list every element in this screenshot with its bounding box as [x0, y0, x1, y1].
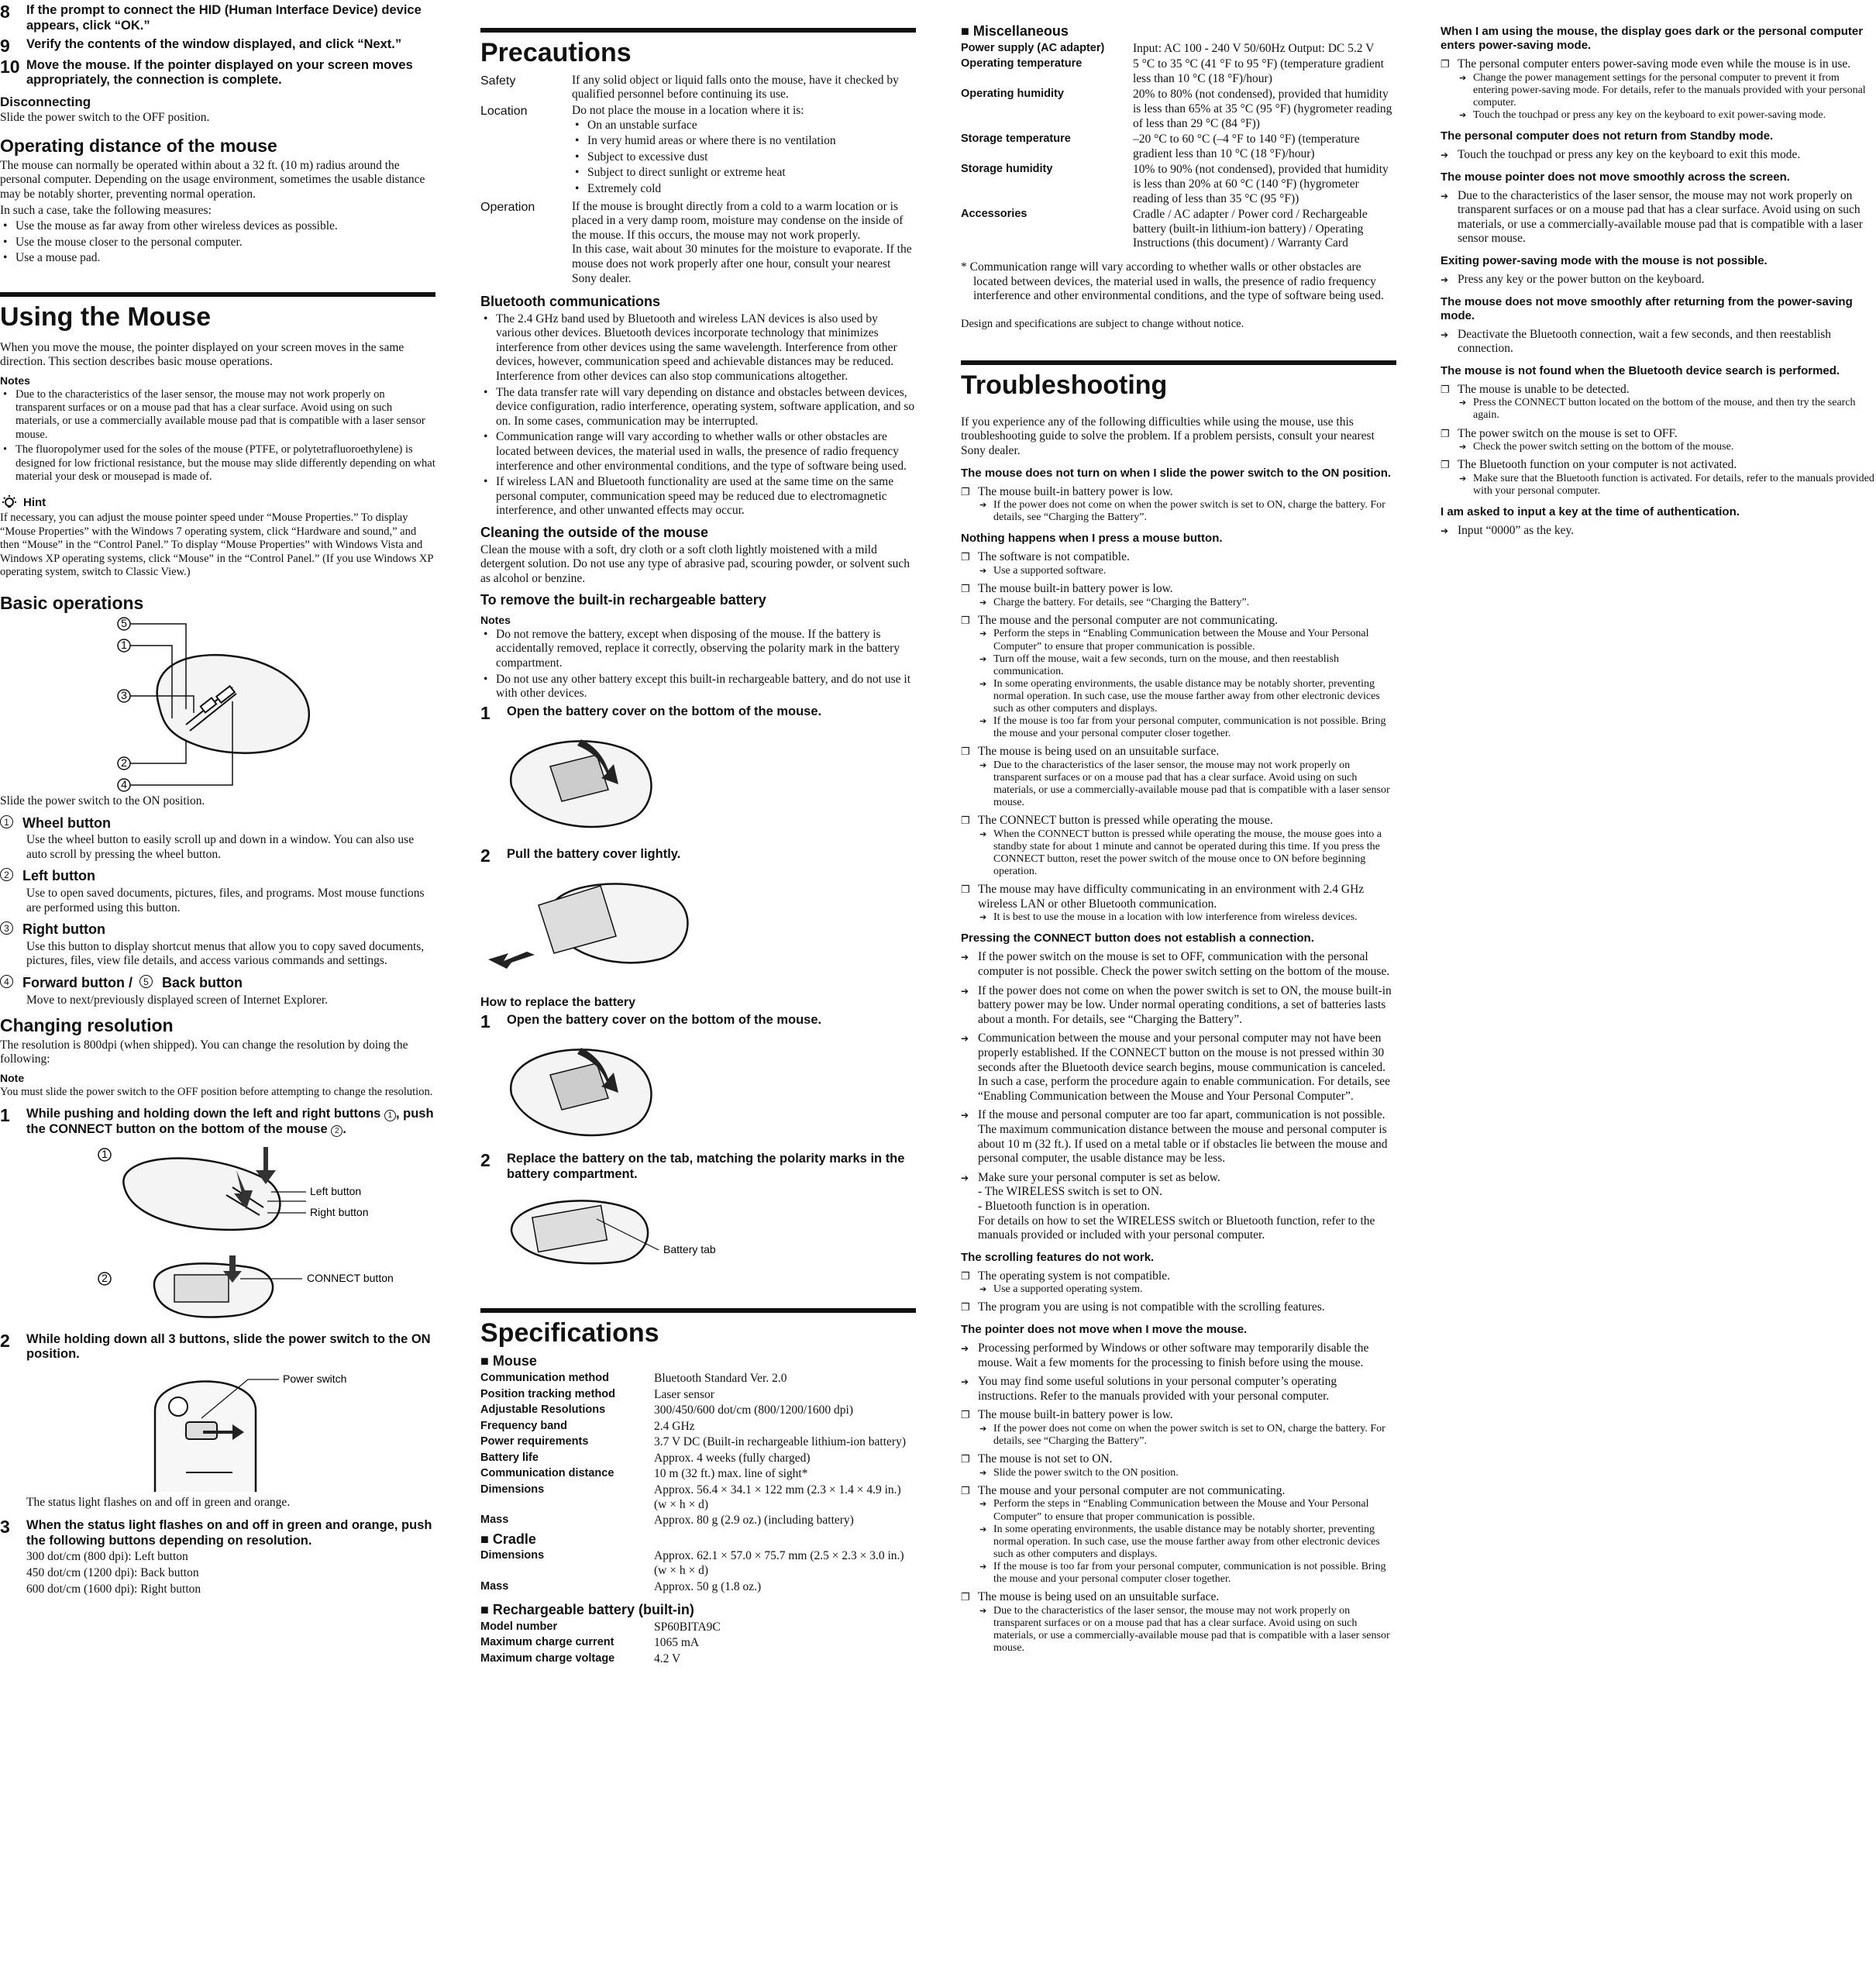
troubleshooting-intro: If you experience any of the following difficulties while using the mouse, use this troubleshooting guide to solve the problem. If a problem persists, consult your nearest Sony dealer. [961, 415, 1375, 458]
column-2 [480, 0, 916, 1669]
cradle-spec-table [480, 1549, 916, 1596]
ts-solution: ➔ Touch the touchpad or press any key on the keyboard to exit power-saving mode. [1441, 109, 1876, 122]
ts-cause: ❐ The mouse is unable to be detected. [1441, 383, 1876, 398]
cleaning-text: Clean the mouse with a soft, dry cloth or a soft cloth lightly moistened with a mild detergent solution. Do not use any type of abrasive pad, scouring powder, or solvent such as alcohol or benzine. [480, 542, 910, 585]
ts-solution: ➔ Processing performed by Windows or other software may temporarily disable the mouse. Wait a few moments for the processing to finish before using the mouse. [961, 1341, 1396, 1370]
resolution-figure [0, 1139, 435, 1329]
ts-solution: ➔ Use a supported operating system. [961, 1283, 1396, 1296]
ts-solution: ➔ Deactivate the Bluetooth connection, wait a few seconds, and then reestablish connection. [1441, 328, 1876, 356]
callout-3-label: 3 [121, 688, 127, 701]
ts-solution: ➔ Communication between the mouse and your personal computer may not have been properly established. If the CONNECT button on the mouse is not pressed within 30 seconds after the Bluetooth device search begins, mouse communication is canceled. In such a case, perform the procedure again to enable communication. For details, see “Enabling Communication between the Mouse and Your Personal Computer”. [961, 1031, 1396, 1104]
ts-question: When I am using the mouse, the display goes dark or the personal computer enters power-saving mode. [1441, 25, 1864, 52]
table-row: Battery life Approx. 4 weeks (fully charged) [480, 1451, 811, 1465]
ts-question: The mouse is not found when the Bluetooth device search is performed. [1441, 363, 1840, 377]
open-cover-figure [480, 724, 916, 844]
ts-question: Pressing the CONNECT button does not establish a connection. [961, 932, 1314, 945]
op-distance-list [0, 219, 435, 266]
step-10: 10 Move the mouse. If the pointer displayed on your screen moves appropriately, the connection is complete. [0, 56, 413, 88]
ts-solution: ➔ If the power does not come on when the power switch is set to ON, charge the battery. For details, see “Charging the Battery”. [961, 499, 1396, 524]
ts-question: The mouse does not move smoothly after returning from the power-saving mode. [1441, 294, 1853, 322]
table-row: Maximum charge current 1065 mA [480, 1636, 700, 1650]
lightbulb-icon [0, 494, 19, 511]
ts-cause: ❐ The power switch on the mouse is set to OFF. [1441, 427, 1876, 442]
pull-cover-figure [480, 866, 916, 983]
ts-solution: ➔ Make sure that the Bluetooth function is activated. For details, refer to the manuals provided with your personal computer. [1441, 473, 1876, 498]
mouse-spec-heading: ■ Mouse [480, 1353, 916, 1370]
ts-solution: ➔ Due to the characteristics of the laser sensor, the mouse may not work properly on transparent surfaces or on a mouse pad that has a clear surface. Avoid using on such materials, or use a commercially-available mouse pad that is compatible with a laser sensor mouse. [1441, 189, 1876, 246]
table-row: Accessories Cradle / AC adapter / Power cord / Rechargeable battery (built-in lithium-ion battery) / Operating Instructions (this document) / Warranty Card [961, 208, 1368, 250]
hint-text: If necessary, you can adjust the mouse pointer speed under “Mouse Properties.” To display “Mouse Properties” with the Windows 7 operating system, click “Hardware and sound,” and then “Mouse” in the “Control Panel.” To display “Mouse Properties” with Windows Vista and Windows XP operating systems, click “Mouse” in the “Control Panel.” (If you use Windows XP operating system, switch to Classic View.) [0, 511, 433, 578]
disconnecting-heading: Disconnecting [0, 95, 91, 110]
ts-cause: ❐ The mouse and your personal computer are not communicating. [961, 1484, 1396, 1499]
list-item: • Communication range will vary according to whether walls or other obstacles are located between devices, the material used in walls, the presence of radio frequency interference and other environmental conditions, and the type of software being used. [480, 430, 916, 474]
list-item: • Subject to direct sunlight or extreme heat [572, 166, 916, 181]
right-button-heading: 3 Right button [0, 921, 435, 939]
callout-2-label: 2 [121, 756, 127, 769]
ts-question: Nothing happens when I press a mouse button. [961, 532, 1223, 546]
basic-operations-heading: Basic operations [0, 593, 144, 614]
ts-solution: ➔ If the power does not come on when the power switch is set to ON, charge the battery. For details, see “Charging the Battery”. [961, 1423, 1396, 1448]
mouse-spec-table [480, 1372, 916, 1530]
specifications-title: Specifications [480, 1317, 659, 1348]
left-button-heading: 2 Left button [0, 868, 435, 885]
ts-solution: ➔ Slide the power switch to the ON position. [961, 1467, 1396, 1479]
list-item: • Due to the characteristics of the laser sensor, the mouse may not work properly on transparent surfaces or on a mouse pad that has a clear surface. Avoid using on such materials, or use a commercially available mouse pad that is compatible with a laser sensor mouse. [0, 388, 435, 443]
table-row: Mass Approx. 80 g (2.9 oz.) (including battery) [480, 1514, 854, 1527]
precautions-title: Precautions [480, 38, 632, 67]
battery-spec-heading: ■ Rechargeable battery (built-in) [480, 1602, 916, 1619]
bluetooth-heading: Bluetooth communications [480, 294, 661, 310]
ts-question: Exiting power-saving mode with the mouse is not possible. [1441, 253, 1768, 267]
mouse-top-figure [0, 616, 435, 794]
ts-cause: ❐ The mouse may have difficulty communicating in an environment with 2.4 GHz wireless LAN or other Bluetooth communication. [961, 883, 1396, 911]
table-row: Maximum charge voltage 4.2 V [480, 1652, 681, 1666]
ts-cause: ❐ The mouse built-in battery power is low. [961, 1408, 1396, 1423]
replace-step-2: 2 Replace the battery on the tab, matching the polarity marks in the battery compartment. [480, 1149, 905, 1181]
power-switch-figure [0, 1364, 435, 1496]
op-distance-heading: Operating distance of the mouse [0, 136, 277, 157]
ts-solution: ➔ Turn off the mouse, wait a few seconds, turn on the mouse, and then reestablish communication. [961, 653, 1396, 678]
wheel-button-text: Use the wheel button to easily scroll up and down in a window. You can also use auto scroll by pressing the wheel button. [26, 833, 415, 861]
ts-solution: ➔ If the mouse and personal computer are too far apart, communication is not possible. The maximum communication distance between the mouse and personal computer is about 10 m (32 ft.). If used on a metal table or if obstacles lie between the mouse and personal computer, the usable distance may be less. [961, 1108, 1396, 1166]
replace-step-1: 1 Open the battery cover on the bottom of the mouse. [480, 1011, 822, 1031]
table-row: Power supply (AC adapter) Input: AC 100 - 240 V 50/60Hz Output: DC 5.2 V [961, 41, 1375, 55]
ts-solution: ➔ Make sure your personal computer is set as below. - The WIRELESS switch is set to ON. - Bluetooth function is in operation. For details on how to set the WIRELESS switch or Bluetooth function, refer to the manuals provided or included with your personal computer. [961, 1171, 1396, 1243]
ts-cause: ❐ The mouse is being used on an unsuitable surface. [961, 1590, 1396, 1605]
left-button-text: Use to open saved documents, pictures, files, and programs. Most mouse functions are performed using this button. [26, 886, 425, 914]
remove-notes-heading: Notes [480, 613, 511, 626]
ts-solution: ➔ In some operating environments, the usable distance may be notably shorter, preventing normal operation. In such case, use the mouse farther away from other electronic devices such as other computers and displays. [961, 1524, 1396, 1561]
table-row: Power requirements 3.7 V DC (Built-in rechargeable lithium-ion battery) [480, 1435, 907, 1449]
column-1 [0, 0, 435, 1598]
res-step-2: 2 While holding down all 3 buttons, slide the power switch to the ON position. [0, 1330, 431, 1362]
list-item: • Use a mouse pad. [0, 251, 435, 266]
table-row: Frequency band 2.4 GHz [480, 1419, 695, 1433]
list-item: • Do not remove the battery, except when disposing of the mouse. If the battery is accidentally removed, replace it correctly, observing the polarity mark in the battery compartment. [480, 628, 916, 671]
op-distance-text-2: In such a case, take the following measures: [0, 203, 212, 217]
ts-solution: ➔ If the power switch on the mouse is set to OFF, communication with the personal computer is not possible. Check the power switch setting on the bottom of the mouse. [961, 950, 1396, 979]
battery-tab-figure [480, 1184, 916, 1277]
list-item: • If wireless LAN and Bluetooth functionality are used at the same time on the same personal computer, communication speed may be reduced due to electromagnetic interference, and other unwanted effects may occur. [480, 475, 916, 518]
list-item: • Use the mouse as far away from other wireless devices as possible. [0, 219, 435, 234]
table-row: Location Do not place the mouse in a location where it is: • On an unstable surface • In very humid areas or where there is no ventilation • Subject to excessive dust • Subject to direct sunlight or extreme heat • Extremely cold [480, 104, 916, 200]
precautions-table [480, 74, 916, 288]
callout-4-label: 4 [121, 777, 127, 790]
ts-cause: ❐ The mouse built-in battery power is low. [961, 485, 1396, 500]
misc-spec-table [961, 42, 1396, 253]
forward-back-heading: 4 Forward button / 5 Back button [0, 975, 435, 992]
table-row: Mass Approx. 50 g (1.8 oz.) [480, 1579, 762, 1593]
list-item: • Extremely cold [572, 182, 916, 197]
list-item: • The 2.4 GHz band used by Bluetooth and wireless LAN devices is also used by various other devices. Bluetooth devices incorporate technology that minimizes interference from other devices using the same wavelength. Interference from other devices, however, communication speed and achievable distances may be reduced. Interference from other devices can also stop communications altogether. [480, 312, 916, 384]
resolution-heading: Changing resolution [0, 1015, 174, 1036]
using-mouse-text: When you move the mouse, the pointer displayed on your screen moves in the same direction. This section describes basic mouse operations. [0, 340, 404, 369]
remove-step-1: 1 Open the battery cover on the bottom of the mouse. [480, 702, 822, 723]
ts-solution: ➔ Use a supported software. [961, 565, 1396, 577]
table-row: Adjustable Resolutions 300/450/600 dot/cm (800/1200/1600 dpi) [480, 1403, 854, 1417]
location-list [572, 119, 916, 197]
ts-question: The mouse does not turn on when I slide the power switch to the ON position. [961, 466, 1392, 480]
table-row: Operating temperature 5 °C to 35 °C (41 °F to 95 °F) (temperature gradient less than 10 °C (18 °F)/hour) [961, 57, 1384, 85]
troubleshooting-title: Troubleshooting [961, 370, 1168, 401]
table-row: Dimensions Approx. 56.4 × 34.1 × 122 mm (2.3 × 1.4 × 4.9 in.) (w × h × d) [480, 1483, 901, 1511]
op-distance-text: The mouse can normally be operated within about a 32 ft. (10 m) radius around the personal computer. Depending on the usage environment, sometimes the usable distance may be notably shorter, preventing normal operation. [0, 158, 425, 201]
bluetooth-list [480, 312, 916, 518]
list-item: • The data transfer rate will vary depending on distance and obstacles between devices, device configuration, radio interference, operating system, software application, and so on. In some cases, communication may be interrupted. [480, 386, 916, 429]
remove-notes-list [480, 628, 916, 701]
list-item: • The fluoropolymer used for the soles of the mouse (PTFE, or polytetrafluoroethylene) is designed for low frictional resistance, but the mouse may slide differently depending on what material your desk or mousepad is made of. [0, 443, 435, 484]
battery-spec-table [480, 1620, 916, 1669]
ts-question: I am asked to input a key at the time of authentication. [1441, 505, 1740, 518]
ts-solution: ➔ If the power does not come on when the power switch is set to ON, the mouse built-in battery power may be low. Under normal operating conditions, a set of batteries lasts about a month. For details, see “Charging the Battery”. [961, 984, 1396, 1028]
table-row: Storage humidity 10% to 90% (not condensed), provided that humidity is less than 20% at 60 °C (140 °F) (hygrometer reading of less than 35 °C (95 °F)) [961, 163, 1389, 205]
ts-cause: ❐ The software is not compatible. [961, 550, 1396, 565]
res-option: 450 dot/cm (1200 dpi): Back button [26, 1566, 199, 1580]
right-button-label: Right button [310, 1205, 369, 1218]
status-light-text: The status light flashes on and off in green and orange. [26, 1496, 291, 1510]
res-step-3: 3 When the status light flashes on and off in green and orange, push the following buttons depending on resolution. [0, 1516, 432, 1548]
callout-5-label: 5 [121, 616, 127, 629]
ts-solution: ➔ Press any key or the power button on the keyboard. [1441, 273, 1876, 288]
forward-back-text: Move to next/previously displayed screen of Internet Explorer. [26, 993, 329, 1007]
ts-cause: ❐ The mouse is not set to ON. [961, 1452, 1396, 1467]
ts-solution: ➔ Perform the steps in “Enabling Communication between the Mouse and Your Personal Computer” to ensure that proper communication is possible. [961, 628, 1396, 653]
table-row: Model number SP60BITA9C [480, 1620, 721, 1634]
notes-heading: Notes [0, 374, 30, 387]
table-row: Operation If the mouse is brought directly from a cold to a warm location or is placed in a very damp room, moisture may condense on the inside of the mouse. If this occurs, the mouse may not work properly. In this case, wait about 30 minutes for the moisture to evaporate. If the mouse does not work properly after one hour, consult your nearest Sony dealer. [480, 199, 912, 285]
ts-cause: ❐ The mouse and the personal computer are not communicating. [961, 614, 1396, 629]
list-item: • Subject to excessive dust [572, 150, 916, 165]
wheel-button-heading: 1 Wheel button [0, 815, 435, 832]
ts-cause: ❐ The mouse is being used on an unsuitable surface. [961, 745, 1396, 759]
cleaning-heading: Cleaning the outside of the mouse [480, 525, 709, 541]
column-4 [1441, 0, 1876, 539]
footnote: * Communication range will vary according to whether walls or other obstacles are located between devices, the material used in walls, the presence of radio frequency interference and other environmental conditions, and the type of software being used. [961, 260, 1384, 303]
callout-1-label: 1 [121, 638, 127, 651]
ts-solution: ➔ Due to the characteristics of the laser sensor, the mouse may not work properly on transparent surfaces or on a mouse pad that has a clear surface. Avoid using on such materials, or use a commercially-available mouse pad that is compatible with a laser sensor mouse. [961, 759, 1396, 809]
ts-question: The personal computer does not return from Standby mode. [1441, 129, 1774, 143]
power-switch-label: Power switch [283, 1372, 347, 1386]
list-item: • On an unstable surface [572, 119, 916, 133]
ts-solution: ➔ Due to the characteristics of the laser sensor, the mouse may not work properly on transparent surfaces or on a mouse pad that has a clear surface. Avoid using on such materials, or use a commercially-available mouse pad that is compatible with a laser sensor mouse. [961, 1605, 1396, 1655]
ts-solution: ➔ It is best to use the mouse in a location with low interference from wireless devices. [961, 911, 1396, 924]
resolution-text: The resolution is 800dpi (when shipped). You can change the resolution by doing the following: [0, 1038, 408, 1066]
ts-cause: ❐ The CONNECT button is pressed while operating the mouse. [961, 814, 1396, 828]
ts-question: The mouse pointer does not move smoothly across the screen. [1441, 170, 1790, 184]
column-3 [961, 0, 1396, 1655]
ts-solution: ➔ Change the power management settings for the personal computer to prevent it from entering power-saving mode. For details, refer to the manuals provided with your personal computer. [1441, 72, 1876, 109]
ts-solution: ➔ Press the CONNECT button located on the bottom of the mouse, and then try the search again. [1441, 397, 1876, 422]
table-row: Safety If any solid object or liquid falls onto the mouse, have it checked by qualified personnel before continuing its use. [480, 73, 899, 102]
replace-open-figure [480, 1032, 916, 1149]
right-button-text: Use this button to display shortcut menus that allow you to copy saved documents, pictures, files, view file details, and access various commands and settings. [26, 939, 425, 968]
list-item: • Do not use any other battery except this built-in rechargeable battery, and do not use it with other devices. [480, 673, 916, 701]
design-note: Design and specifications are subject to change without notice. [961, 317, 1244, 330]
ts-solution: ➔ Input “0000” as the key. [1441, 524, 1876, 539]
step-9: 9 Verify the contents of the window displayed, and click “Next.” [0, 35, 402, 56]
ts-cause: ❐ The personal computer enters power-saving mode even while the mouse is in use. [1441, 57, 1876, 72]
ts-cause: ❐ The mouse built-in battery power is low. [961, 582, 1396, 597]
step-8: 8 If the prompt to connect the HID (Human Interface Device) device appears, click “OK.” [0, 2, 422, 33]
list-item: • In very humid areas or where there is no ventilation [572, 134, 916, 149]
resolution-note-heading: Note [0, 1071, 25, 1084]
ts-solution: ➔ If the mouse is too far from your personal computer, communication is not possible. Bring the mouse and your personal computer closer together. [961, 1561, 1396, 1586]
table-row: Storage temperature –20 °C to 60 °C (–4 °F to 140 °F) (temperature gradient less than 10 °C (18 °F)/hour) [961, 133, 1360, 160]
basic-caption: Slide the power switch to the ON position. [0, 794, 205, 808]
hint-heading: Hint [0, 494, 435, 511]
table-row: Position tracking method Laser sensor [480, 1387, 714, 1401]
ts-solution: ➔ If the mouse is too far from your personal computer, communication is not possible. Bring the mouse and your personal computer closer together. [961, 715, 1396, 740]
using-mouse-title: Using the Mouse [0, 301, 212, 332]
disconnecting-text: Slide the power switch to the OFF position. [0, 110, 210, 124]
remove-battery-heading: To remove the built-in rechargeable battery [480, 592, 766, 608]
ts-question: The scrolling features do not work. [961, 1250, 1155, 1264]
battery-tab-label: Battery tab [663, 1242, 716, 1255]
table-row: Communication method Bluetooth Standard Ver. 2.0 [480, 1371, 787, 1385]
connect-button-label: CONNECT button [307, 1271, 394, 1284]
ts-solution: ➔ You may find some useful solutions in your personal computer’s operating instructions. Refer to the manuals provided with your personal computer. [961, 1375, 1396, 1403]
list-item: • Use the mouse closer to the personal computer. [0, 236, 435, 250]
ts-cause: ❐ The program you are using is not compatible with the scrolling features. [961, 1300, 1396, 1315]
cradle-spec-heading: ■ Cradle [480, 1531, 916, 1548]
remove-step-2: 2 Pull the battery cover lightly. [480, 845, 681, 866]
table-row: Dimensions Approx. 62.1 × 57.0 × 75.7 mm (2.5 × 2.3 × 3.0 in.) (w × h × d) [480, 1549, 904, 1578]
misc-spec-heading: ■ Miscellaneous [961, 23, 1396, 40]
ts-solution: ➔ Check the power switch setting on the bottom of the mouse. [1441, 441, 1876, 453]
ts-cause: ❐ The Bluetooth function on your computer is not activated. [1441, 458, 1876, 473]
res-option: 600 dot/cm (1600 dpi): Right button [26, 1582, 201, 1596]
left-button-label: Left button [310, 1184, 362, 1197]
ts-solution: ➔ Charge the battery. For details, see “Charging the Battery”. [961, 597, 1396, 609]
ts-solution: ➔ In some operating environments, the usable distance may be notably shorter, preventing normal operation. In such case, use the mouse farther away from other electronic devices such as other computers and displays. [961, 678, 1396, 715]
ts-solution: ➔ Perform the steps in “Enabling Communication between the Mouse and Your Personal Computer” to ensure that proper communication is possible. [961, 1498, 1396, 1523]
notes-list [0, 388, 435, 484]
res-option: 300 dot/cm (800 dpi): Left button [26, 1550, 188, 1564]
fig-callout-1: 1 [102, 1147, 108, 1160]
resolution-note-text: You must slide the power switch to the OFF position before attempting to change the resolution. [0, 1085, 433, 1098]
fig-callout-2: 2 [102, 1271, 108, 1284]
ts-question: The pointer does not move when I move the mouse. [961, 1323, 1248, 1337]
table-row: Operating humidity 20% to 80% (not condensed), provided that humidity is less than 65% at 35 °C (95 °F) (hygrometer reading of less than 29 °C (84 °F)) [961, 88, 1392, 130]
ts-solution: ➔ Touch the touchpad or press any key on the keyboard to exit this mode. [1441, 148, 1876, 163]
ts-cause: ❐ The operating system is not compatible. [961, 1269, 1396, 1284]
res-step-1: 1 While pushing and holding down the left and right buttons 1 , push the CONNECT button on the bottom of the mouse 2 . [0, 1105, 434, 1136]
table-row: Communication distance 10 m (32 ft.) max. line of sight* [480, 1467, 808, 1481]
replace-battery-heading: How to replace the battery [480, 995, 636, 1009]
ts-solution: ➔ When the CONNECT button is pressed while operating the mouse, the mouse goes into a standby state for about 1 minute and cannot be operated during this time. If you press the CONNECT button, reset the power switch of the mouse once to ON before beginning operation. [961, 828, 1396, 878]
